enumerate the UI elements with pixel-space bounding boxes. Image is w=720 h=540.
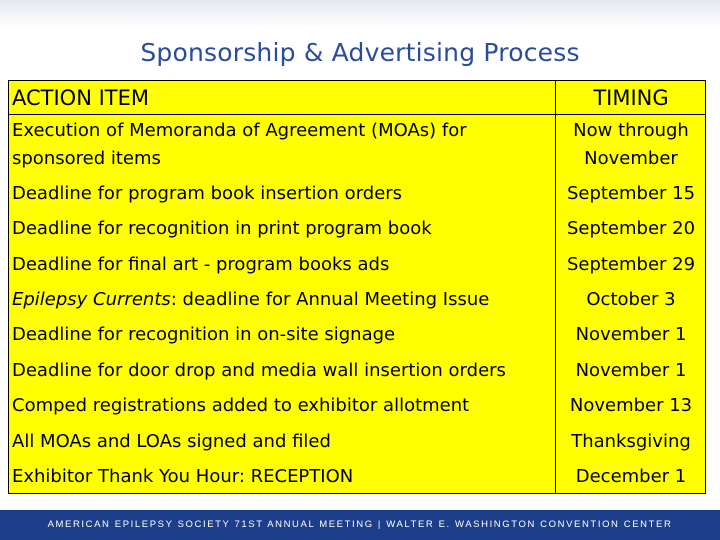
header-timing: TIMING	[593, 86, 669, 110]
action-cell: Deadline for recognition in print program book	[12, 218, 432, 239]
header-action-item: ACTION ITEM	[12, 86, 150, 110]
action-cell: Execution of Memoranda of Agreement (MOAs) for	[12, 120, 467, 141]
process-table	[8, 80, 706, 494]
timing-cell: November 1	[575, 360, 687, 381]
timing-cell-continued: November	[584, 148, 678, 169]
column-divider	[555, 81, 556, 493]
timing-cell: November 13	[569, 395, 693, 416]
footer-band	[0, 510, 720, 540]
action-text: : deadline for Annual Meeting Issue	[170, 289, 490, 310]
action-cell	[12, 286, 552, 314]
table-header	[9, 81, 705, 115]
action-cell: Exhibitor Thank You Hour: RECEPTION	[12, 466, 354, 487]
top-band	[0, 0, 720, 28]
action-cell: Deadline for final art - program books ads	[12, 254, 390, 275]
timing-cell: September 29	[566, 254, 696, 275]
page-title: Sponsorship & Advertising Process	[140, 38, 580, 67]
action-cell: Deadline for door drop and media wall insertion orders	[12, 360, 506, 381]
timing-cell: Now through	[573, 120, 689, 141]
timing-cell: November 1	[575, 324, 687, 345]
action-cell: All MOAs and LOAs signed and filed	[12, 431, 331, 452]
timing-cell: Thanksgiving	[571, 431, 691, 452]
action-cell-continued: sponsored items	[12, 148, 161, 169]
timing-cell: December 1	[575, 466, 687, 487]
journal-name: Epilepsy Currents	[12, 289, 171, 310]
timing-cell: September 15	[566, 183, 696, 204]
timing-cell: September 20	[566, 218, 696, 239]
action-cell: Deadline for recognition in on-site signage	[12, 324, 396, 345]
timing-cell: October 3	[586, 289, 676, 310]
footer-text: AMERICAN EPILEPSY SOCIETY 71ST ANNUAL MEETING | WALTER E. WASHINGTON CONVENTION CENTER	[47, 519, 673, 530]
action-cell: Deadline for program book insertion orders	[12, 183, 403, 204]
action-cell: Comped registrations added to exhibitor allotment	[12, 395, 470, 416]
